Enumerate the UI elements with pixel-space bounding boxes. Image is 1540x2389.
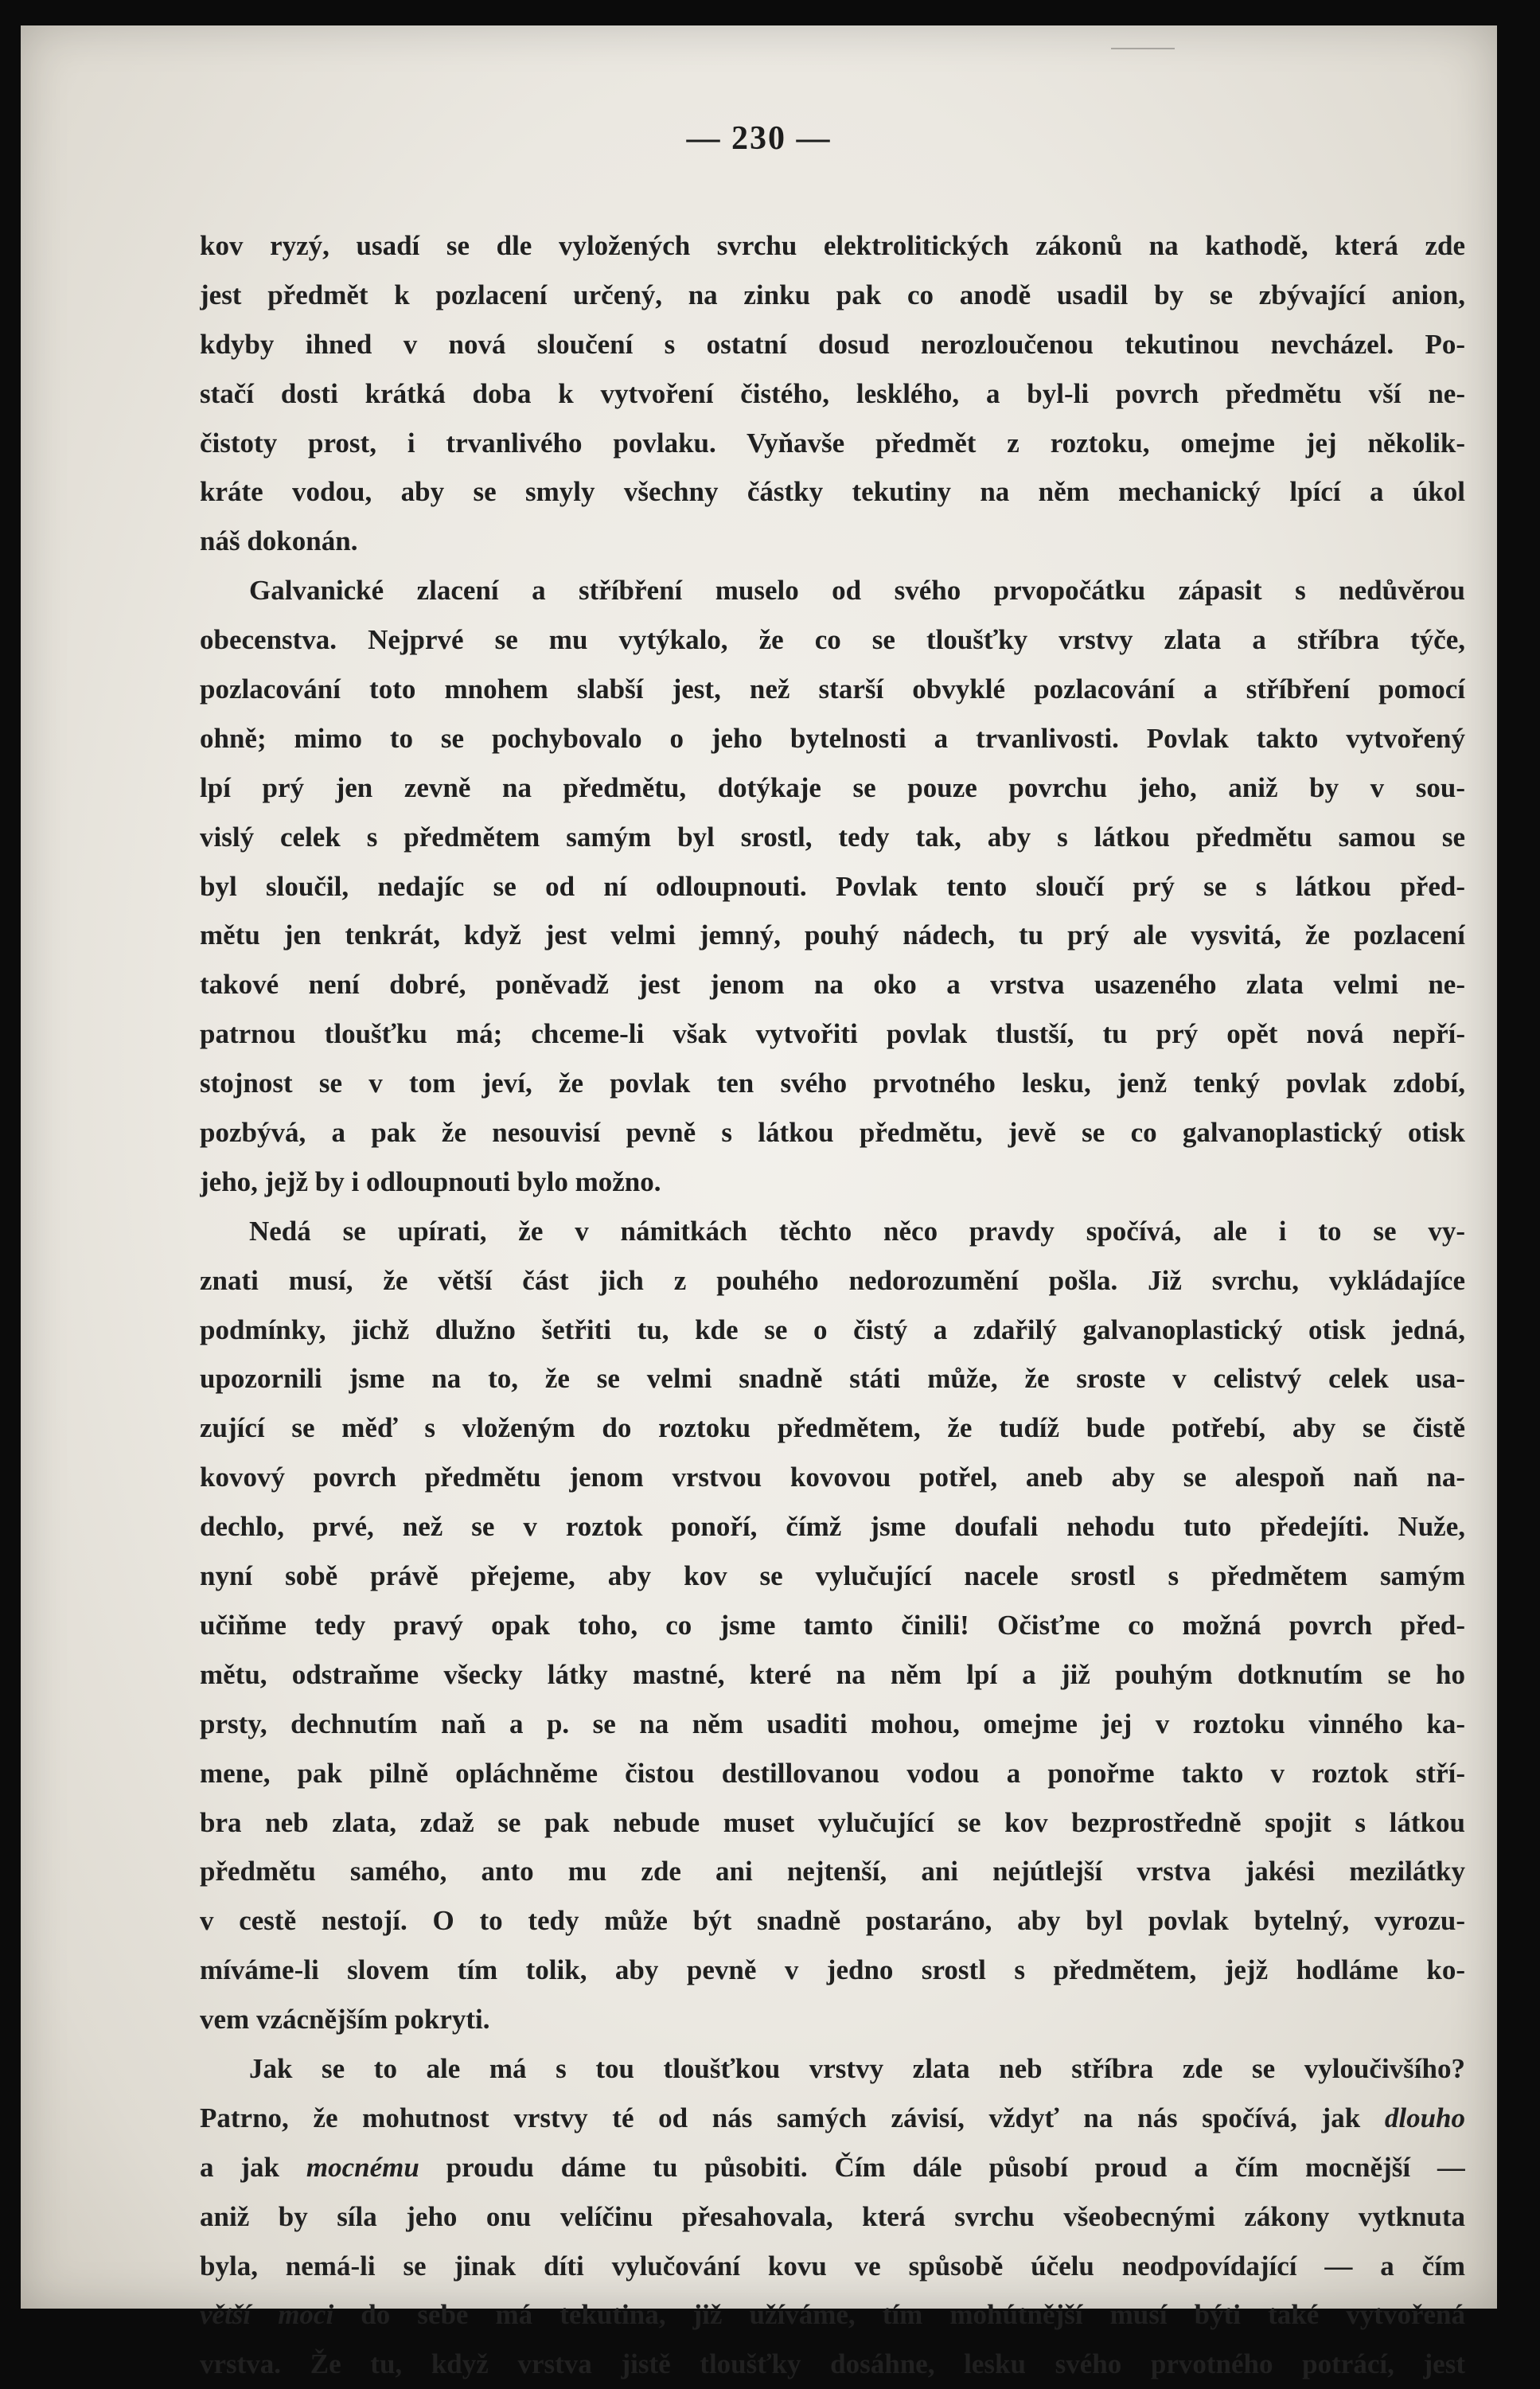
text-line: ohně; mimo to se pochybovalo o jeho bytelnosti a trvanlivosti. Povlak takto vytvořený <box>200 722 1465 754</box>
text-line: obecenstva. Nejprvé se mu vytýkalo, že co se tloušťky vrstvy zlata a stříbra týče, <box>200 624 1465 656</box>
text-line: vem vzácnějším pokryti. <box>200 2004 490 2036</box>
text-line: stačí dosti krátká doba k vytvoření čistého, lesklého, a byl-li povrch předmětu vší ne- <box>200 377 1465 409</box>
text-line: pozlacování toto mnohem slabší jest, než starší obvyklé pozlacování a stříbření pomocí <box>200 673 1465 705</box>
text-line: vislý celek s předmětem samým byl srostl, tedy tak, aby s látkou předmětu samou se <box>200 821 1465 853</box>
text-line: patrnou tloušťku má; chceme-li však vytvořiti povlak tlustší, tu prý opět nová nepří- <box>200 1018 1465 1050</box>
text-line: Jak se to ale má s tou tloušťkou vrstvy zlata neb stříbra zde se vyloučivšího? <box>249 2052 1465 2084</box>
text-line: nyní sobě právě přejeme, aby kov se vylučující nacele srostl s předmětem samým <box>200 1560 1465 1592</box>
text-line: lpí prý jen zevně na předmětu, dotýkaje se pouze povrchu jeho, aniž by v sou- <box>200 771 1465 803</box>
text-line: míváme-li slovem tím tolik, aby pevně v jedno srostl s předmětem, jejž hodláme ko- <box>200 1954 1465 1986</box>
text-line: a jak mocnému proudu dáme tu působiti. Čím dále působí proud a čím mocnější — <box>200 2151 1465 2183</box>
text-line: aniž by síla jeho onu velíčinu přesahovala, která svrchu všeobecnými zákony vytknuta <box>200 2200 1465 2232</box>
text-line: upozornili jsme na to, že se velmi snadně státi může, že sroste v celistvý celek usa- <box>200 1363 1465 1395</box>
text-line: mětu, odstraňme všecky látky mastné, které na něm lpí a již pouhým dotknutím se ho <box>200 1658 1465 1690</box>
text-line: kovový povrch předmětu jenom vrstvou kovovou potřel, aneb aby se alespoň naň na- <box>200 1462 1465 1493</box>
text-line: Nedá se upírati, že v námitkách těchto něco pravdy spočívá, ale i to se vy- <box>249 1215 1465 1247</box>
text-line: kráte vodou, aby se smyly všechny částky tekutiny na něm mechanický lpící a úkol <box>200 476 1465 508</box>
text-line: podmínky, jichž dlužno šetřiti tu, kde se o čistý a zdařilý galvanoplastický otisk jedná, <box>200 1314 1465 1345</box>
text-line: mětu jen tenkrát, když jest velmi jemný, pouhý nádech, tu prý ale vysvitá, že pozlacení <box>200 919 1465 951</box>
text-line: byla, nemá-li se jinak díti vylučování kovu ve spůsobě účelu neodpovídající — a čím <box>200 2250 1465 2282</box>
text-line: dechlo, prvé, než se v roztok ponoří, čímž jsme doufali nehodu tuto předejíti. Nuže, <box>200 1511 1465 1543</box>
text-line: Galvanické zlacení a stříbření muselo od svého prvopočátku zápasit s nedůvěrou <box>249 575 1465 607</box>
page-number: — 230 — <box>686 120 832 157</box>
text-line: Patrno, že mohutnost vrstvy té od nás samých závisí, vždyť na nás spočívá, jak dlouho <box>200 2102 1465 2133</box>
text-line: v cestě nestojí. O to tedy může být snadně postaráno, aby byl povlak bytelný, vyrozu- <box>200 1905 1465 1937</box>
text-line: čistoty prost, i trvanlivého povlaku. Vyňavše předmět z roztoku, omejme jej několik- <box>200 427 1465 459</box>
text-line: větší moci do sebe má tekutina, již užíváme, tím mohútnější musí býti také vytvořená <box>200 2299 1465 2331</box>
text-line: znati musí, že větší část jich z pouhého nedorozumění pošla. Již svrchu, vykládajíce <box>200 1264 1465 1296</box>
text-line: bra neb zlata, zdaž se pak nebude muset vylučující se kov bezprostředně spojit s látkou <box>200 1806 1465 1838</box>
body-text <box>200 221 1465 2389</box>
text-line: byl sloučil, nedajíc se od ní odloupnouti. Povlak tento sloučí prý se s látkou před- <box>200 870 1465 902</box>
text-line: zující se měď s vloženým do roztoku předmětem, že tudíž bude potřebí, aby se čistě <box>200 1412 1465 1444</box>
book-page <box>21 25 1497 2380</box>
text-line: kov ryzý, usadí se dle vyložených svrchu elektrolitických zákonů na kathodě, která zde <box>200 230 1465 261</box>
text-line: mene, pak pilně opláchněme čistou destillovanou vodou a ponořme takto v roztok stří- <box>200 1757 1465 1789</box>
text-line: předmětu samého, anto mu zde ani nejtenší, ani nejútlejší vrstva jakési mezilátky <box>200 1856 1465 1887</box>
text-line: náš dokonán. <box>200 525 358 557</box>
text-line: stojnost se v tom jeví, že povlak ten svého prvotného lesku, jenž tenký povlak zdobí, <box>200 1068 1465 1099</box>
page-crease <box>1111 48 1175 49</box>
text-line: jest předmět k pozlacení určený, na zinku pak co anodě usadil by se zbývající anion, <box>200 279 1465 310</box>
text-line: učiňme tedy pravý opak toho, co jsme tamto činili! Očisťme co možná povrch před- <box>200 1609 1465 1641</box>
text-line: pozbývá, a pak že nesouvisí pevně s látkou předmětu, jevě se co galvanoplastický otisk <box>200 1117 1465 1149</box>
text-line: takové není dobré, poněvadž jest jenom na oko a vrstva usazeného zlata velmi ne- <box>200 969 1465 1001</box>
text-line: kdyby ihned v nová sloučení s ostatní dosud nerozloučenou tekutinou nevcházel. Po- <box>200 328 1465 360</box>
text-line: prsty, dechnutím naň a p. se na něm usaditi mohou, omejme jej v roztoku vinného ka- <box>200 1708 1465 1739</box>
text-line: jeho, jejž by i odloupnouti bylo možno. <box>200 1165 661 1197</box>
text-line: vrstva. Že tu, když vrstva jistě tloušťky dosáhne, lesku svého prvotného potrácí, jest <box>200 2348 1465 2380</box>
